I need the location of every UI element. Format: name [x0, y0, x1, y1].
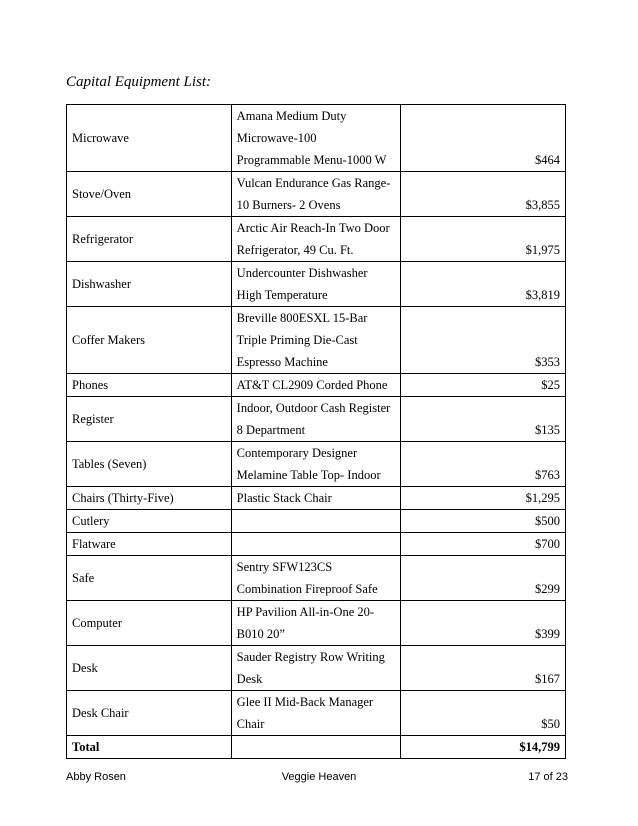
table-row: [67, 307, 566, 374]
description-line: Amana Medium Duty: [236, 109, 347, 123]
item-price-cell: $464: [401, 105, 566, 172]
item-name-cell: Safe: [67, 556, 232, 601]
item-price-cell: $763: [401, 442, 566, 487]
item-description-cell: [231, 374, 401, 397]
description-line: Refrigerator, 49 Cu. Ft.: [236, 243, 354, 257]
item-price-cell: $353: [401, 307, 566, 374]
description-line: Breville 800ESXL 15-Bar: [236, 311, 368, 325]
total-price: $14,799: [401, 736, 566, 759]
item-description-cell: [231, 533, 401, 556]
item-description-cell: [231, 262, 401, 307]
table-row: [67, 374, 566, 397]
description-line: Vulcan Endurance Gas Range-: [236, 176, 391, 190]
item-price-cell: $700: [401, 533, 566, 556]
description-line: Combination Fireproof Safe: [236, 582, 378, 596]
item-name-cell: Phones: [67, 374, 232, 397]
description-line: Contemporary Designer: [236, 446, 358, 460]
item-description-cell: [231, 646, 401, 691]
description-line: Sauder Registry Row Writing: [236, 650, 385, 664]
footer-author: Abby Rosen: [66, 771, 126, 783]
item-price-cell: $50: [401, 691, 566, 736]
item-price-cell: $3,819: [401, 262, 566, 307]
table-row: [67, 533, 566, 556]
description-line: 8 Department: [236, 423, 306, 437]
item-price-cell: $3,855: [401, 172, 566, 217]
item-description-cell: [231, 307, 401, 374]
page-title: Capital Equipment List:: [66, 74, 212, 90]
description-line: Sentry SFW123CS: [236, 560, 333, 574]
item-name-cell: Desk Chair: [67, 691, 232, 736]
total-row: [67, 736, 566, 759]
footer-business: Veggie Heaven: [281, 771, 357, 783]
footer-page-number: 17 of 23: [528, 771, 568, 783]
item-name-cell: Dishwasher: [67, 262, 232, 307]
description-line: B010 20”: [236, 627, 285, 641]
item-price-cell: $25: [401, 374, 566, 397]
item-price-cell: $135: [401, 397, 566, 442]
item-name-cell: Desk: [67, 646, 232, 691]
item-price-cell: $399: [401, 601, 566, 646]
table-row: [67, 510, 566, 533]
description-line: Desk: [236, 672, 263, 686]
item-description-cell: [231, 172, 401, 217]
item-name-cell: Refrigerator: [67, 217, 232, 262]
item-name-cell: Tables (Seven): [67, 442, 232, 487]
table-row: [67, 262, 566, 307]
table-row: [67, 487, 566, 510]
description-line: Arctic Air Reach-In Two Door: [236, 221, 390, 235]
item-description-cell: [231, 510, 401, 533]
description-line: AT&T CL2909 Corded Phone: [236, 378, 388, 392]
equipment-table-body: [67, 105, 566, 759]
table-row: [67, 442, 566, 487]
item-name-cell: Microwave: [67, 105, 232, 172]
item-price-cell: $167: [401, 646, 566, 691]
item-description-cell: [231, 217, 401, 262]
item-price-cell: $500: [401, 510, 566, 533]
item-name-cell: Cutlery: [67, 510, 232, 533]
item-name-cell: Coffer Makers: [67, 307, 232, 374]
item-name-cell: Register: [67, 397, 232, 442]
item-name-cell: Chairs (Thirty-Five): [67, 487, 232, 510]
description-line: Programmable Menu-1000 W: [236, 153, 387, 167]
total-label: Total: [67, 736, 232, 759]
description-line: Glee II Mid-Back Manager: [236, 695, 374, 709]
item-description-cell: [231, 556, 401, 601]
description-line: Chair: [236, 717, 265, 731]
description-line: Melamine Table Top- Indoor: [236, 468, 381, 482]
description-line: Indoor, Outdoor Cash Register: [236, 401, 391, 415]
table-row: [67, 172, 566, 217]
description-line: Undercounter Dishwasher: [236, 266, 368, 280]
description-line: Microwave-100: [236, 131, 317, 145]
item-price-cell: $1,975: [401, 217, 566, 262]
item-description-cell: [231, 487, 401, 510]
table-row: [67, 397, 566, 442]
item-description-cell: [231, 691, 401, 736]
item-name-cell: Computer: [67, 601, 232, 646]
item-description-cell: [231, 105, 401, 172]
item-description-cell: [231, 397, 401, 442]
total-empty-cell: [231, 736, 401, 759]
description-line: Triple Priming Die-Cast: [236, 333, 358, 347]
table-row: [67, 217, 566, 262]
description-line: Espresso Machine: [236, 355, 328, 369]
table-row: [67, 601, 566, 646]
description-line: Plastic Stack Chair: [236, 491, 332, 505]
item-description-cell: [231, 601, 401, 646]
equipment-table: [66, 104, 566, 759]
item-name-cell: Stove/Oven: [67, 172, 232, 217]
description-line: HP Pavilion All-in-One 20-: [236, 605, 375, 619]
description-line: 10 Burners- 2 Ovens: [236, 198, 341, 212]
table-row: [67, 691, 566, 736]
item-price-cell: $299: [401, 556, 566, 601]
item-name-cell: Flatware: [67, 533, 232, 556]
table-row: [67, 105, 566, 172]
table-row: [67, 646, 566, 691]
item-description-cell: [231, 442, 401, 487]
item-price-cell: $1,295: [401, 487, 566, 510]
description-line: High Temperature: [236, 288, 328, 302]
table-row: [67, 556, 566, 601]
